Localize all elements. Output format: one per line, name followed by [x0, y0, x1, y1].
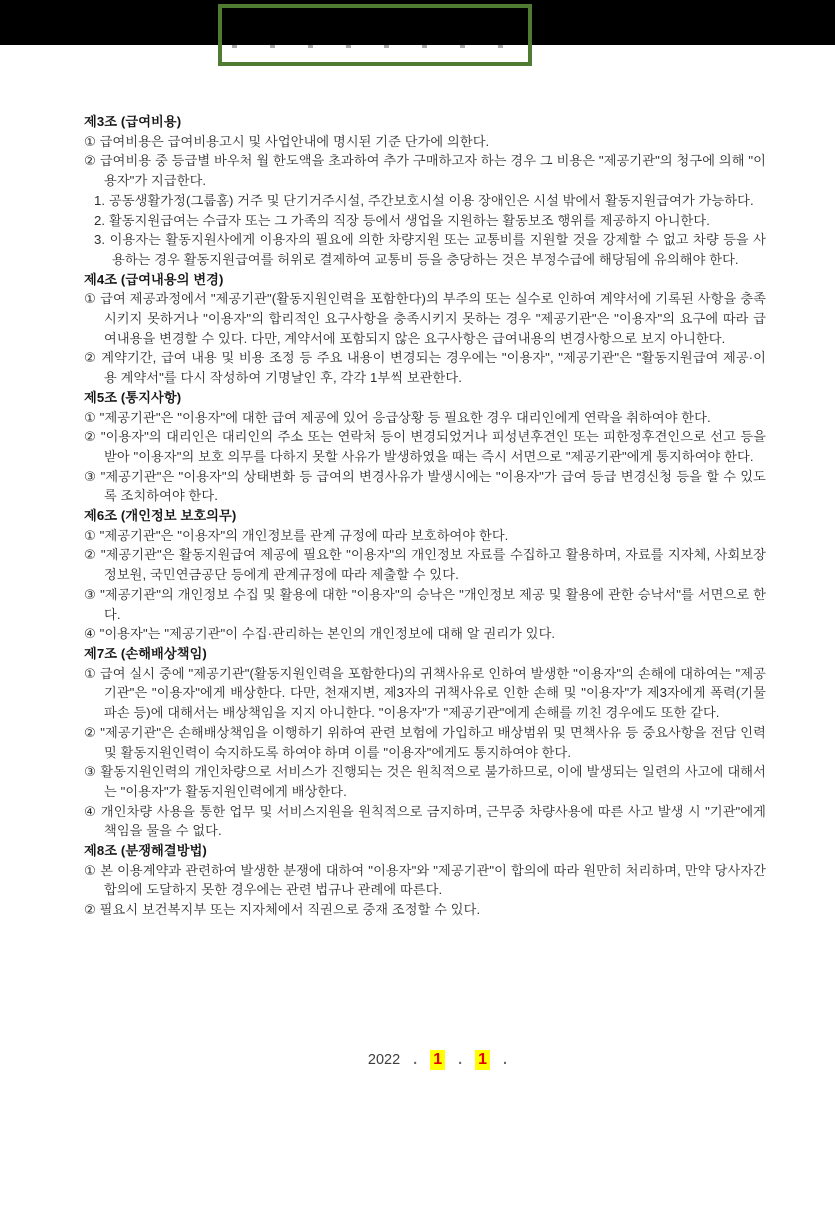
paragraph-item: ③ 활동지원인력의 개인차량으로 서비스가 진행되는 것은 원칙적으로 불가하므로, 이에 발생되는 일련의 사고에 대해서는 "이용자"가 활동지원인력에게 배상한다.: [84, 764, 766, 799]
paragraph-item: ② "제공기관"은 활동지원급여 제공에 필요한 "이용자"의 개인정보 자료를 수집하고 활용하며, 자료를 지자체, 사회보장정보원, 국민연금공단 등에게 관계규정에 따라 제출할 수 있다.: [84, 547, 766, 583]
paragraph-subitem: 1. 공동생활가정(그룹홈) 거주 및 단기거주시설, 주간보호시설 이용 장애인은 시설 밖에서 활동지원급여가 가능하다.: [94, 192, 754, 208]
document-date: [20, 1050, 835, 1070]
paragraph-item: ① 급여 제공과정에서 "제공기관"(활동지원인력을 포함한다)의 부주의 또는 실수로 인하여 계약서에 기록된 사항을 충족시키지 못하거나 "이용자"의 합리적인 요구사항을 충족시키지 못하는 경우 "제공기관"은 "이용자"의 요구에 따라 급여내용을 변경할 수 있다. 다만, 계약서에 포함되지 않은 요구사항은 급여내용의 변경사항으로 보지 아니한다.: [84, 291, 766, 346]
paragraph-item: ① "제공기관"은 "이용자"의 개인정보를 관계 규정에 따라 보호하여야 한다.: [84, 527, 509, 543]
date-year: 2022: [367, 1051, 401, 1068]
paragraph-heading: 제3조 (급여비용): [84, 114, 182, 129]
paragraph-item: ④ 개인차량 사용을 통한 업무 및 서비스지원을 원칙적으로 금지하며, 근무중 차량사용에 따른 사고 발생 시 "기관"에게 책임을 물을 수 없다.: [84, 803, 766, 839]
paragraph-item: ① 본 이용계약과 관련하여 발생한 분쟁에 대하여 "이용자"와 "제공기관"이 합의에 따라 원만히 처리하며, 만약 당사자간 합의에 도달하지 못한 경우에는 관련 법규나 관례에 따른다.: [84, 862, 766, 898]
paragraph-item: ① 급여 실시 중에 "제공기관"(활동지원인력을 포함한다)의 귀책사유로 인하여 발생한 "이용자"의 손해에 대하여는 "제공기관"은 "이용자"에게 배상한다. 다만, 천재지변, 제3자의 귀책사유로 인한 손해 및 "이용자"가 제3자에게 폭력(기물파손 등)에 대해서는 배상책임을 지지 아니한다. "이용자"가 "제공기관"에게 손해를 끼친 경우에도 또한 같다.: [84, 665, 766, 721]
paragraph-item: ② "제공기관"은 손해배상책임을 이행하기 위하여 관련 보험에 가입하고 배상범위 및 면책사유 등 중요사항을 전담 인력 및 활동지원인력이 숙지하도록 하여야 하며 이를 "이용자"에게도 통지하여야 한다.: [84, 724, 766, 760]
paragraph-item: ① "제공기관"은 "이용자"에 대한 급여 제공에 있어 응급상황 등 필요한 경우 대리인에게 연락을 취하여야 한다.: [84, 409, 711, 425]
date-separator: .: [458, 1051, 463, 1068]
paragraph-item: ② 계약기간, 급여 내용 및 비용 조정 등 주요 내용이 변경되는 경우에는 "이용자", "제공기관"은 "활동지원급여 제공·이용 계약서"를 다시 작성하여 기명날인 후, 각각 1부씩 보관한다.: [84, 350, 766, 386]
date-day-highlighted: 1: [475, 1050, 490, 1070]
paragraph-subitem: 2. 활동지원급여는 수급자 또는 그 가족의 직장 등에서 생업을 지원하는 활동보조 행위를 제공하지 아니한다.: [94, 212, 710, 228]
paragraph-heading: 제7조 (손해배상책임): [84, 645, 207, 661]
paragraph-item: ① 급여비용은 급여비용고시 및 사업안내에 명시된 기준 단가에 의한다.: [84, 133, 490, 149]
paragraph-item: ③ "제공기관"은 "이용자"의 상태변화 등 급여의 변경사유가 발생시에는 "이용자"가 급여 등급 변경신청 등을 할 수 있도록 조치하여야 한다.: [84, 468, 766, 504]
document-title-box: [218, 4, 532, 66]
paragraph-heading: 제8조 (분쟁해결방법): [84, 843, 207, 859]
date-separator: .: [413, 1051, 418, 1068]
date-month-highlighted: 1: [430, 1050, 445, 1070]
paragraph-heading: 제6조 (개인정보 보호의무): [84, 508, 237, 524]
paragraph-subitem: 3. 이용자는 활동지원사에게 이용자의 필요에 의한 차량지원 또는 교통비를 지원할 것을 강제할 수 없고 차량 등을 사용하는 경우 활동지원급여를 허위로 결제하여 교통비 등을 충당하는 것은 부정수급에 해당됨에 유의해야 한다.: [94, 232, 766, 267]
paragraph-item: ② "이용자"의 대리인은 대리인의 주소 또는 연락처 등이 변경되었거나 피성년후견인 또는 피한정후견인으로 선고 등을 받아 "이용자"의 보호 의무를 다하지 못할 사유가 발생하였을 때는 즉시 서면으로 "제공기관"에게 통지하여야 한다.: [84, 429, 766, 464]
paragraph-item: ③ "제공기관"의 개인정보 수집 및 활용에 대한 "이용자"의 승낙은 "개인정보 제공 및 활용에 관한 승낙서"를 서면으로 한다.: [84, 586, 766, 622]
paragraph-item: ④ "이용자"는 "제공기관"이 수집·관리하는 본인의 개인정보에 대해 알 권리가 있다.: [84, 626, 556, 642]
date-separator: .: [503, 1051, 508, 1068]
paragraph-item: ② 급여비용 중 등급별 바우처 월 한도액을 초과하여 추가 구매하고자 하는 경우 그 비용은 "제공기관"의 청구에 의해 "이용자"가 지급한다.: [84, 153, 766, 189]
contract-body: [84, 112, 766, 920]
paragraph-heading: 제5조 (통지사항): [84, 389, 182, 405]
paragraph-item: ② 필요시 보건복지부 또는 지자체에서 직권으로 중재 조정할 수 있다.: [84, 902, 481, 918]
redacted-text-remnants: [232, 45, 518, 48]
paragraph-heading: 제4조 (급여내용의 변경): [84, 271, 224, 287]
